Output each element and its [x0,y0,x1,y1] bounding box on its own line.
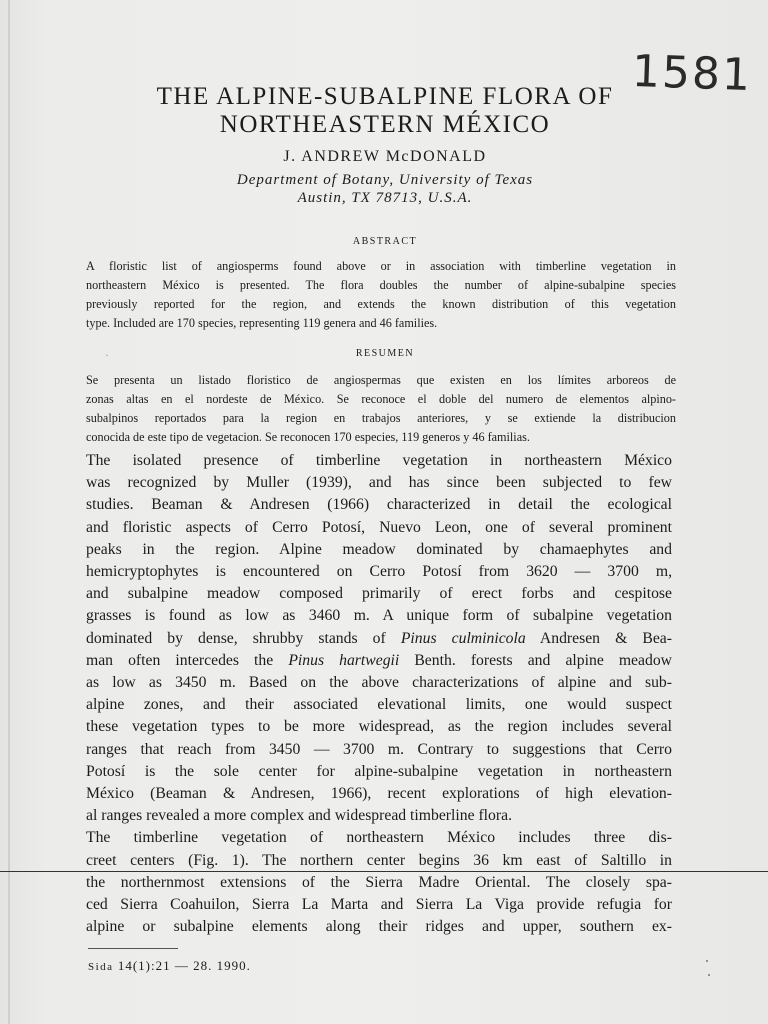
scan-speck [706,960,708,962]
body-line: creet centers (Fig. 1). The northern center begins 36 km east of Saltillo in [86,851,672,869]
body-line: grasses is found as low as 3460 m. A unique form of subalpine vegetation [86,607,672,625]
footnote-rule [88,948,178,949]
body-line: peaks in the region. Alpine meadow dominated by chamaephytes and [86,540,672,558]
journal-name: Sida [88,961,114,973]
abstract-line: type. Included are 170 species, representing 119 genera and 46 families. [86,316,438,330]
resumen-heading: RESUMEN [355,348,415,359]
affiliation-line-1: Department of Botany, University of Texas [236,172,534,188]
abstract-heading: ABSTRACT [352,236,418,247]
affiliation-line-2: Austin, TX 78713, U.S.A. [297,190,473,206]
body-line: as low as 3450 m. Based on the above characterizations of alpine and sub- [86,674,672,692]
stray-mark: · [105,348,109,362]
body-line: México (Beaman & Andresen, 1966), recent explorations of high elevation- [86,785,672,803]
abstract-line: A floristic list of angiosperms found above or in association with timberline vegetation in [86,259,676,273]
body-text [86,450,672,938]
journal-volume-pages-year: 14(1):21 — 28. 1990. [117,958,251,973]
body-line: alpine or subalpine elements along their ridges and upper, southern ex- [86,918,672,936]
body-line: and floristic aspects of Cerro Potosí, Nuevo Leon, one of several prominent [86,518,672,536]
body-line: The timberline vegetation of northeastern México includes three dis- [86,829,672,847]
body-line: Potosí is the sole center for alpine-subalpine vegetation in northeastern [86,762,672,780]
body-line: alpine zones, and their associated elevational limits, one would suspect [86,696,672,714]
body-line: studies. Beaman & Andresen (1966) characterized in detail the ecological [86,496,672,514]
author-name: J. ANDREW McDONALD [283,148,487,165]
title-line-1: THE ALPINE-SUBALPINE FLORA OF [156,83,614,110]
body-line: The isolated presence of timberline vegetation in northeastern México [86,452,672,469]
scan-line-artifact [0,871,768,872]
body-line: ranges that reach from 3450 — 3700 m. Contrary to suggestions that Cerro [86,740,672,758]
scan-speck [708,974,710,976]
resumen-line: Se presenta un listado floristico de angiospermas que existen en los límites arboreos de [86,373,676,387]
handwritten-page-number: 1581 [631,45,753,102]
body-line: man often intercedes the Pinus hartwegii Benth. forests and alpine meadow [86,651,672,669]
resumen-line: subalpinos reportados para la region en trabajos anteriores, y se extiende la distribucion [86,411,676,425]
body-line: the northernmost extensions of the Sierra Madre Oriental. The closely spa- [86,873,672,891]
body-line: al ranges revealed a more complex and widespread timberline flora. [86,807,512,825]
title-line-2: NORTHEASTERN MÉXICO [219,111,551,138]
abstract-line: northeastern México is presented. The flora doubles the number of alpine-subalpine species [86,278,676,292]
body-line: was recognized by Muller (1939), and has since been subjected to few [86,474,672,492]
journal-citation [88,958,251,974]
resumen-line: conocida de este tipo de vegetacion. Se reconocen 170 especies, 119 generos y 46 familias. [86,430,530,444]
body-line: these vegetation types to be more widespread, as the region includes several [86,718,672,736]
abstract-text [86,257,676,333]
body-line: ced Sierra Coahuilon, Sierra La Marta and Sierra La Viga provide refugia for [86,896,672,914]
resumen-text [86,371,676,447]
abstract-line: previously reported for the region, and extends the known distribution of this vegetation [86,297,676,311]
body-line: hemicryptophytes is encountered on Cerro Potosí from 3620 — 3700 m, [86,563,672,581]
body-line: dominated by dense, shrubby stands of Pinus culminicola Andresen & Bea- [86,629,672,647]
body-line: and subalpine meadow composed primarily of erect forbs and cespitose [86,585,672,603]
resumen-line: zonas altas en el nordeste de México. Se reconoce el doble del numero de elementos alpino- [86,392,676,406]
